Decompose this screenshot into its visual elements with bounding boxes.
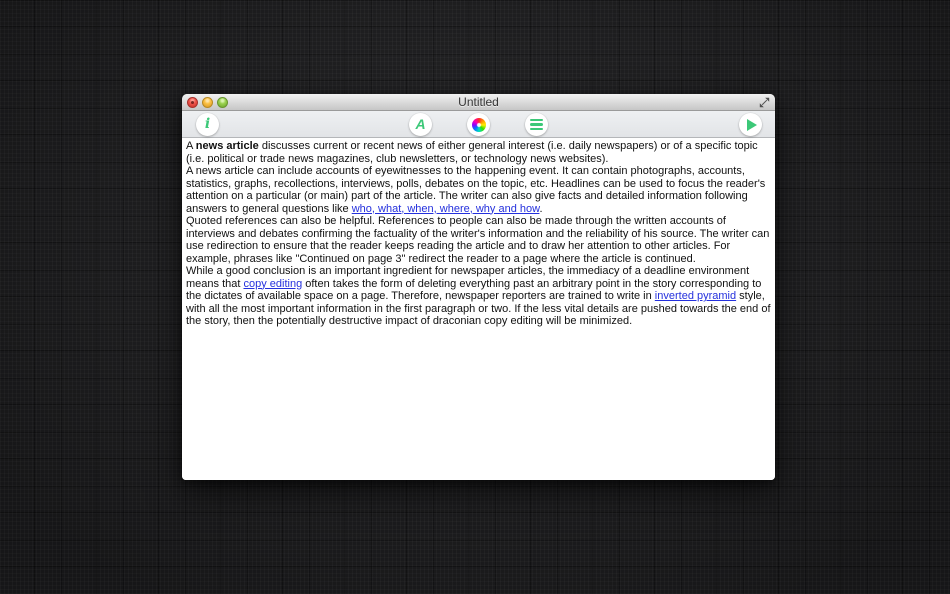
body-text: A news article can include accounts of eyewitnesses to the happening event. It can contain photographs, accounts, statistics, graphs, recollections, interviews, polls, debates on the topic, etc. Headlines can be used to focus the reader's attention on a particular (or main) part of the article. The writer can also give facts and detailed information following answers to general questions like: [186, 165, 766, 215]
body-text: A: [186, 140, 196, 152]
body-text: style, with all the most important information in the first paragraph or two. If the less vital details are pushed towards the end of the story, then the potentially destructive impact of draconian copy editing will be minimized.: [186, 290, 771, 327]
play-button[interactable]: [739, 113, 762, 136]
fonts-icon: A: [415, 115, 426, 132]
color-wheel-icon: [472, 118, 486, 132]
window-title: Untitled: [458, 95, 499, 109]
app-window: [182, 94, 775, 480]
body-text: While a good conclusion is an important ingredient for newspaper articles, the immediacy of a deadline environment means that: [186, 265, 750, 290]
bold-text: news article: [195, 140, 259, 152]
title-bar[interactable]: [182, 94, 775, 111]
colors-button[interactable]: [467, 113, 490, 136]
expand-arrows-icon: [759, 97, 770, 108]
body-text: Quoted references can also be helpful. References to people can also be made through the written accounts of interviews and debates confirming the factuality of the writer's information and the reliability of his source. The writer can use redirection to ensure that the reader keeps reading the article and to draw her attention to other articles. For example, phrases like "Continued on page 3" redirect the reader to a page where the article is continued.: [186, 215, 770, 265]
text-link[interactable]: who, what, when, where, why and how: [351, 202, 540, 215]
toolbar: [182, 111, 775, 138]
body-text: .: [539, 202, 543, 215]
body-text: often takes the form of deleting everything past an arbitrary point in the story corresponding to the dictates of available space on a page. Therefore, newspaper reporters are trained to write in: [186, 277, 762, 302]
info-icon: i: [204, 115, 211, 132]
body-text: discusses current or recent news of either general interest (i.e. daily newspapers) or of a specific topic (i.e. political or trade news magazines, club newsletters, or technology news websites).: [186, 140, 758, 165]
lines-icon: [530, 119, 543, 131]
text-link[interactable]: copy editing: [243, 277, 303, 290]
paragraph: [186, 165, 771, 215]
info-button[interactable]: [196, 113, 219, 136]
play-icon: [747, 119, 757, 131]
paragraph: [186, 215, 771, 265]
fonts-button[interactable]: [409, 113, 432, 136]
text-area[interactable]: [182, 138, 775, 480]
text-link[interactable]: inverted pyramid: [654, 290, 737, 302]
lists-button[interactable]: [525, 113, 548, 136]
paragraph: [186, 265, 771, 328]
paragraph: [186, 140, 771, 165]
fullscreen-button[interactable]: [759, 97, 770, 108]
